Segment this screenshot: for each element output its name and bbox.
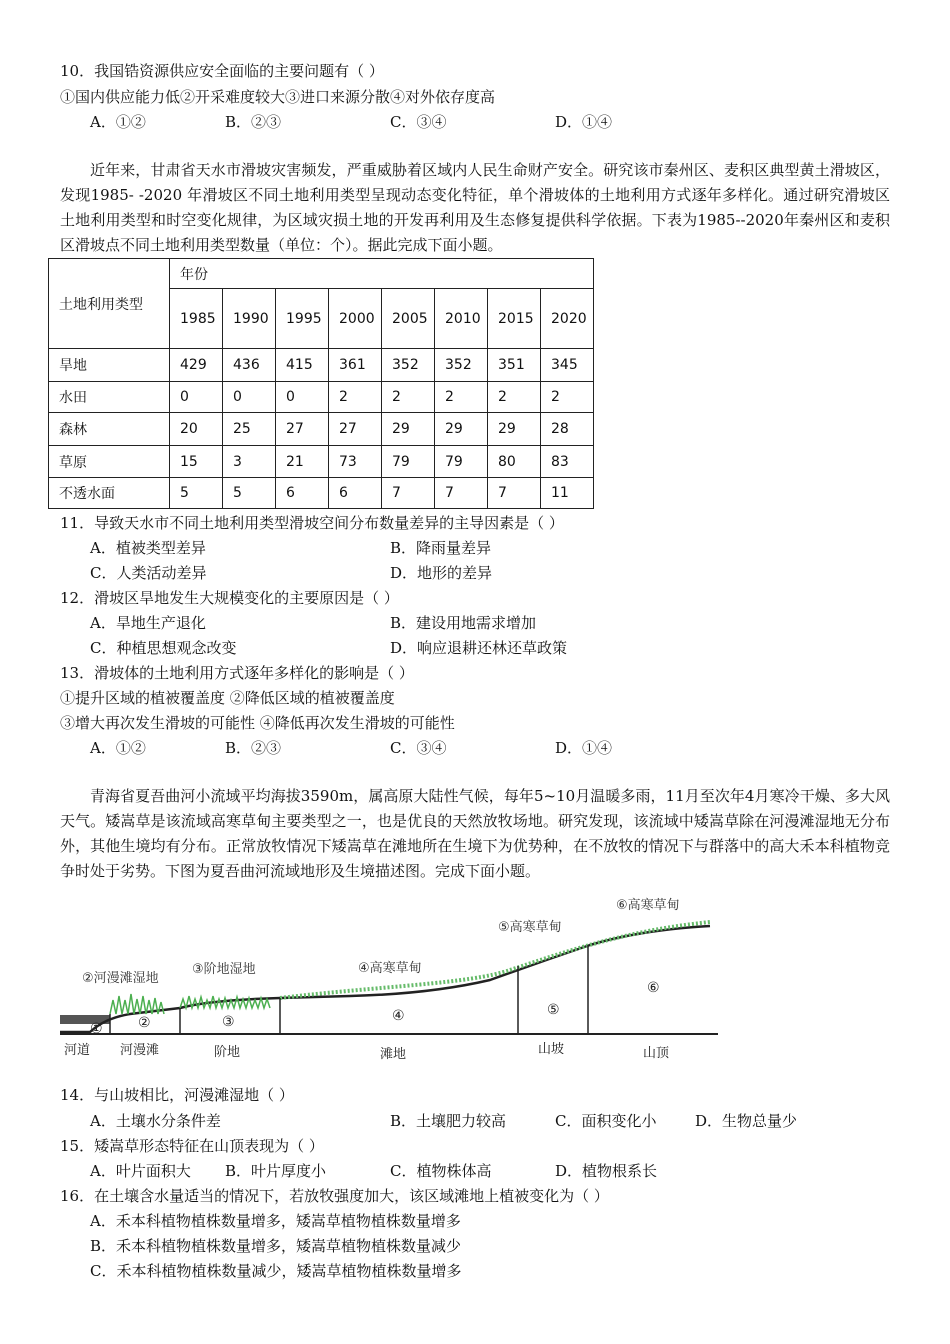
num-6: ⑥ <box>647 980 660 996</box>
q13-option-b[interactable]: B．②③ <box>225 739 282 757</box>
label-meadow-5: ⑤高寒草甸 <box>498 920 562 935</box>
q15-option-a[interactable]: A．叶片面积大 <box>90 1162 191 1180</box>
q10-option-b[interactable]: B．②③ <box>225 113 282 131</box>
year-cell: 2005 <box>382 289 435 349</box>
terrain-diagram <box>50 890 730 1065</box>
q12-option-b[interactable]: B．建设用地需求增加 <box>390 614 537 632</box>
cell: 361 <box>329 349 382 382</box>
cell: 351 <box>488 349 541 382</box>
q16-option-b[interactable]: B．禾本科植物植株数量增多，矮嵩草植物植株数量减少 <box>90 1237 462 1255</box>
passage-grassland: 青海省夏吾曲河小流域平均海拔3590m，属高原大陆性气候，每年5~10月温暖多雨，11月至次年4月寒冷干燥、多大风天气。矮嵩草是该流域高寒草甸主要类型之一，也是优良的天然放牧场地。研究发现，该流域中矮嵩草除在河漫滩湿地无分布外，其他生境均有分布。正常放牧情况下矮嵩草在滩地所在生境下为优势种，在不放牧的情况下与群落中的高大禾本科植物竞争时处于劣势。下图为夏吾曲河流域地形及生境描述图。完成下面小题。 <box>60 787 890 880</box>
cell: 3 <box>223 446 276 478</box>
row-label: 草原 <box>49 446 170 478</box>
cell: 436 <box>223 349 276 382</box>
year-cell: 2000 <box>329 289 382 349</box>
ground-river: 河道 <box>64 1043 91 1058</box>
ground-flat: 滩地 <box>380 1047 407 1062</box>
num-4: ④ <box>392 1008 405 1024</box>
year-cell: 2010 <box>435 289 488 349</box>
cell: 29 <box>488 413 541 446</box>
cell: 2 <box>435 382 488 413</box>
year-cell: 1995 <box>276 289 329 349</box>
cell: 7 <box>382 478 435 509</box>
table-row <box>49 446 594 478</box>
ground-floodplain: 河漫滩 <box>120 1043 160 1058</box>
cell: 415 <box>276 349 329 382</box>
cell: 7 <box>435 478 488 509</box>
num-3: ③ <box>222 1014 235 1030</box>
row-label: 旱地 <box>49 349 170 382</box>
q15-stem: 15．矮嵩草形态特征在山顶表现为（ ） <box>60 1137 324 1155</box>
q10-items: ①国内供应能力低②开采难度较大③进口来源分散④对外依存度高 <box>60 88 496 106</box>
cell: 11 <box>541 478 594 509</box>
cell: 28 <box>541 413 594 446</box>
q10-stem: 10．我国锆资源供应安全面临的主要问题有（ ） <box>60 62 384 80</box>
q10-option-a[interactable]: A．①② <box>90 113 146 131</box>
cell: 0 <box>276 382 329 413</box>
cell: 15 <box>170 446 223 478</box>
row-label: 不透水面 <box>49 478 170 509</box>
passage-landslide: 近年来，甘肃省天水市滑坡灾害频发，严重威胁着区域内人民生命财产安全。研究该市秦州区、麦积区典型黄土滑坡区，发现1985- -2020 年滑坡区不同土地利用类型呈现动态变化特征，单个滑坡体的土地利用方式逐年多样化。通过研究滑坡区土地利用类型和时空变化规律，为区域灾损土地的开发再利用及生态修复提供科学依据。下表为1985--2020年秦州区和麦积区滑坡点不同土地利用类型数量（单位：个）。据此完成下面小题。 <box>60 161 890 254</box>
cell: 5 <box>170 478 223 509</box>
cell: 27 <box>329 413 382 446</box>
q10-option-c[interactable]: C．③④ <box>390 113 447 131</box>
cell: 2 <box>488 382 541 413</box>
label-terrace-wetland: ③阶地湿地 <box>192 962 256 977</box>
cell: 352 <box>382 349 435 382</box>
year-cell: 2015 <box>488 289 541 349</box>
cell: 0 <box>223 382 276 413</box>
cell: 29 <box>435 413 488 446</box>
q16-stem: 16．在土壤含水量适当的情况下，若放牧强度加大，该区域滩地上植被变化为（ ） <box>60 1187 609 1205</box>
cell: 29 <box>382 413 435 446</box>
num-1: ① <box>90 1021 103 1037</box>
num-5: ⑤ <box>547 1002 560 1018</box>
cell: 25 <box>223 413 276 446</box>
q11-option-a[interactable]: A．植被类型差异 <box>90 539 206 557</box>
q14-option-b[interactable]: B．土壤肥力较高 <box>390 1112 507 1130</box>
year-cell: 1985 <box>170 289 223 349</box>
table-row <box>49 349 594 382</box>
ground-top: 山顶 <box>643 1046 670 1061</box>
row-label: 森林 <box>49 413 170 446</box>
q13-item2: ③增大再次发生滑坡的可能性 ④降低再次发生滑坡的可能性 <box>60 714 455 732</box>
cell: 20 <box>170 413 223 446</box>
q15-option-b[interactable]: B．叶片厚度小 <box>225 1162 327 1180</box>
cell: 27 <box>276 413 329 446</box>
year-cell: 1990 <box>223 289 276 349</box>
cell: 352 <box>435 349 488 382</box>
cell: 83 <box>541 446 594 478</box>
cell: 79 <box>435 446 488 478</box>
label-floodplain-wetland: ②河漫滩湿地 <box>82 971 159 986</box>
cell: 0 <box>170 382 223 413</box>
grass-meadow <box>280 922 710 998</box>
q14-stem: 14．与山坡相比，河漫滩湿地（ ） <box>60 1086 294 1104</box>
q10-option-d[interactable]: D．①④ <box>555 113 613 131</box>
cell: 345 <box>541 349 594 382</box>
q13-stem: 13．滑坡体的土地利用方式逐年多样化的影响是（ ） <box>60 664 414 682</box>
cell: 2 <box>541 382 594 413</box>
num-2: ② <box>138 1015 151 1031</box>
label-meadow-6: ⑥高寒草甸 <box>616 898 680 913</box>
q13-item1: ①提升区域的植被覆盖度 ②降低区域的植被覆盖度 <box>60 689 395 707</box>
q15-option-c[interactable]: C．植物株体高 <box>390 1162 492 1180</box>
q16-option-c[interactable]: C．禾本科植物植株数量减少，矮嵩草植物植株数量增多 <box>90 1262 462 1280</box>
q12-option-a[interactable]: A．旱地生产退化 <box>90 614 206 632</box>
table-row <box>49 478 594 509</box>
year-cell: 2020 <box>541 289 594 349</box>
label-meadow-4: ④高寒草甸 <box>358 961 422 976</box>
cell: 2 <box>329 382 382 413</box>
cell: 73 <box>329 446 382 478</box>
row-label: 水田 <box>49 382 170 413</box>
q11-option-c[interactable]: C．人类活动差异 <box>90 564 207 582</box>
cell: 6 <box>329 478 382 509</box>
q14-option-a[interactable]: A．土壤水分条件差 <box>90 1112 221 1130</box>
cell: 80 <box>488 446 541 478</box>
cell: 7 <box>488 478 541 509</box>
q12-option-c[interactable]: C．种植思想观念改变 <box>90 639 237 657</box>
cell: 21 <box>276 446 329 478</box>
q11-stem: 11．导致天水市不同土地利用类型滑坡空间分布数量差异的主导因素是（ ） <box>60 514 564 532</box>
cell: 79 <box>382 446 435 478</box>
q12-option-d[interactable]: D．响应退耕还林还草政策 <box>390 639 568 657</box>
q11-option-b[interactable]: B．降雨量差异 <box>390 539 492 557</box>
q14-option-c[interactable]: C．面积变化小 <box>555 1112 657 1130</box>
q13-option-c[interactable]: C．③④ <box>390 739 447 757</box>
ground-terrace: 阶地 <box>214 1045 241 1060</box>
table-row <box>49 382 594 413</box>
q11-option-d[interactable]: D．地形的差异 <box>390 564 493 582</box>
q16-option-a[interactable]: A．禾本科植物植株数量增多，矮嵩草植物植株数量增多 <box>90 1212 461 1230</box>
ground-slope: 山坡 <box>538 1042 565 1057</box>
q12-stem: 12．滑坡区旱地发生大规模变化的主要原因是（ ） <box>60 589 399 607</box>
cell: 5 <box>223 478 276 509</box>
q13-option-a[interactable]: A．①② <box>90 739 146 757</box>
year-header: 年份 <box>170 259 594 289</box>
cell: 6 <box>276 478 329 509</box>
table-row <box>49 413 594 446</box>
row-header: 土地利用类型 <box>49 259 170 349</box>
cell: 429 <box>170 349 223 382</box>
q14-option-d[interactable]: D．生物总量少 <box>695 1112 798 1130</box>
cell: 2 <box>382 382 435 413</box>
q13-option-d[interactable]: D．①④ <box>555 739 613 757</box>
q15-option-d[interactable]: D．植物根系长 <box>555 1162 658 1180</box>
landuse-table <box>48 258 594 509</box>
